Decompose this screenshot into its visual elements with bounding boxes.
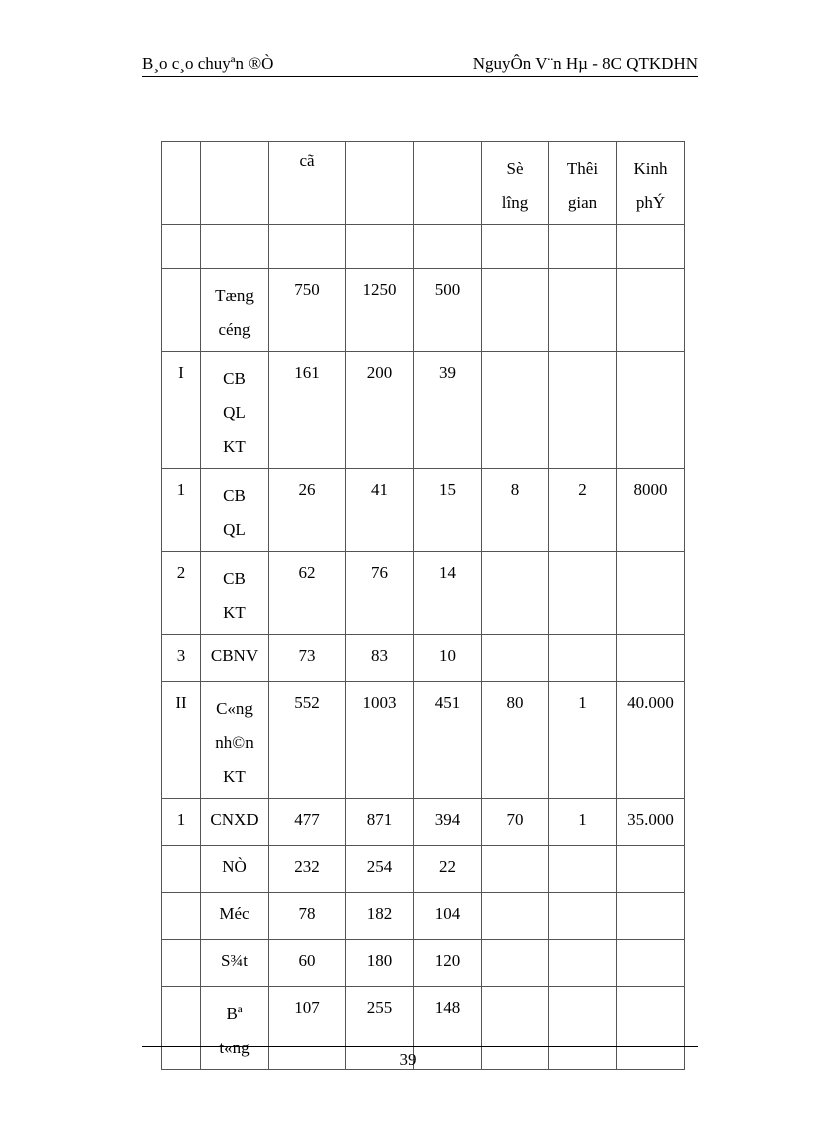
header-cell [414,142,482,225]
table-cell [482,225,549,269]
table-cell: 60 [269,940,346,987]
table-cell: Tæng céng [201,269,269,352]
table-cell: NÒ [201,846,269,893]
table-cell [482,940,549,987]
table-cell [482,269,549,352]
table-cell [482,352,549,469]
table-cell: 255 [346,987,414,1070]
table-cell: 26 [269,469,346,552]
table-cell: 200 [346,352,414,469]
table-cell: CBNV [201,635,269,682]
table-cell [549,893,617,940]
table-cell [549,635,617,682]
table-cell [162,269,201,352]
table-cell: 62 [269,552,346,635]
table-row [162,269,685,352]
table-cell [269,225,346,269]
table-row [162,552,685,635]
table-cell [549,552,617,635]
table-cell: 182 [346,893,414,940]
table-cell [549,352,617,469]
header-cell: Kinh phÝ [617,142,685,225]
table-cell: 3 [162,635,201,682]
table-cell [617,940,685,987]
page-number: 39 [399,1050,417,1069]
table-cell: Méc [201,893,269,940]
table-row [162,940,685,987]
table-cell: CB QL KT [201,352,269,469]
header-cell: Thêi gian [549,142,617,225]
table-cell: 161 [269,352,346,469]
header-cell [346,142,414,225]
table-row [162,682,685,799]
header-cell [201,142,269,225]
table-cell: 120 [414,940,482,987]
table-cell: I [162,352,201,469]
table-cell: 1 [549,799,617,846]
table-cell: 39 [414,352,482,469]
table-cell [162,225,201,269]
table-row [162,635,685,682]
table-cell: 83 [346,635,414,682]
table-cell: 1 [162,799,201,846]
table-cell: CNXD [201,799,269,846]
header-cell: Sè lîng [482,142,549,225]
page-header [142,54,698,77]
table-cell [549,269,617,352]
table-cell: 552 [269,682,346,799]
table-cell: 232 [269,846,346,893]
table-cell [482,552,549,635]
header-cell: cã [269,142,346,225]
table-cell: 1250 [346,269,414,352]
table-cell: 8 [482,469,549,552]
table-cell: 871 [346,799,414,846]
table-cell: 15 [414,469,482,552]
table-cell: C«ng nh©n KT [201,682,269,799]
table-row [162,469,685,552]
table-cell: 70 [482,799,549,846]
report-title: B¸o c¸o chuyªn ®Ò [142,54,274,73]
table-cell: 76 [346,552,414,635]
table-cell [346,225,414,269]
table-header-row [162,142,685,225]
table-cell: 41 [346,469,414,552]
table-cell: 1003 [346,682,414,799]
table-cell: 73 [269,635,346,682]
table-cell: 78 [269,893,346,940]
table-cell: 2 [549,469,617,552]
table-cell [617,352,685,469]
table-cell [549,940,617,987]
table-row [162,893,685,940]
table-cell [549,846,617,893]
table-cell: 180 [346,940,414,987]
table-cell: Bª t«ng [201,987,269,1070]
table-cell [414,225,482,269]
table-cell [162,846,201,893]
table-cell [482,846,549,893]
table-cell: 35.000 [617,799,685,846]
header-cell [162,142,201,225]
table-cell [162,940,201,987]
table-cell: 500 [414,269,482,352]
table-cell: 80 [482,682,549,799]
table-cell: 8000 [617,469,685,552]
footer-rule [142,1046,698,1047]
table-cell: CB KT [201,552,269,635]
table-cell [617,893,685,940]
table-cell [617,635,685,682]
table-cell: 107 [269,987,346,1070]
table-cell: 394 [414,799,482,846]
table-cell: 451 [414,682,482,799]
table-cell: II [162,682,201,799]
table-cell: 14 [414,552,482,635]
table-cell: 22 [414,846,482,893]
staff-training-table [161,141,685,1070]
table-cell [162,893,201,940]
table-cell: 104 [414,893,482,940]
table-row [162,799,685,846]
table-cell: 10 [414,635,482,682]
table-cell [617,269,685,352]
table-cell [549,225,617,269]
table-cell: 750 [269,269,346,352]
table-cell: 40.000 [617,682,685,799]
author-info: NguyÔn V¨n Hµ - 8C QTKDHN [472,54,698,73]
table-cell: S¾t [201,940,269,987]
table-row [162,846,685,893]
table-cell [617,846,685,893]
table-cell [617,225,685,269]
table-cell [617,552,685,635]
table-cell: 148 [414,987,482,1070]
table-cell: 254 [346,846,414,893]
table-row [162,225,685,269]
table-row [162,352,685,469]
table-cell [482,893,549,940]
table-cell: 477 [269,799,346,846]
table-cell [482,635,549,682]
table-cell: 1 [549,682,617,799]
table-cell [201,225,269,269]
table-cell: 1 [162,469,201,552]
table-cell: CB QL [201,469,269,552]
table-cell: 2 [162,552,201,635]
